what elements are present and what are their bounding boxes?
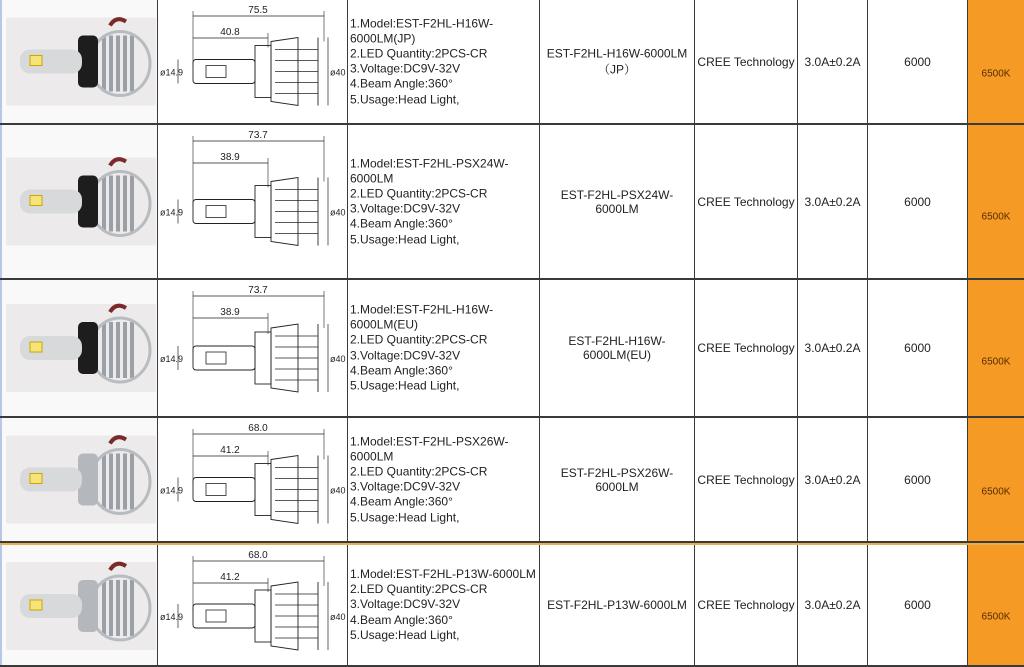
led-headlight-bulb-photo: [2, 125, 158, 278]
dia-left-label: ø14.9: [160, 612, 184, 622]
lumens-cell: [868, 125, 968, 278]
spec-line: 4.Beam Angle:360°: [350, 363, 453, 378]
spec-line: 6000LM(JP): [350, 31, 416, 46]
current-value: 3.0A±0.2A: [804, 341, 861, 355]
led-headlight-bulb-photo: [2, 418, 158, 541]
lumens-cell: [868, 280, 968, 416]
spec-list: [350, 302, 537, 393]
spec-line: 1.Model:EST-F2HL-PSX26W-: [350, 433, 509, 448]
spec-cell: [348, 0, 540, 123]
dim-total-label: 73.7: [248, 285, 268, 296]
current-cell: [798, 280, 868, 416]
outline-neck: [193, 200, 255, 224]
spec-line: 1.Model:EST-F2HL-H16W-: [350, 15, 494, 30]
led-chip: [30, 56, 42, 66]
dia-left-label: ø14.9: [160, 354, 184, 364]
heatsink-fin: [109, 36, 113, 92]
heatsink-fin: [130, 36, 134, 92]
technology-cell: [695, 125, 798, 278]
technology-cell: [695, 545, 798, 665]
model-name: EST-F2HL-H16W- 6000LM(EU): [568, 334, 666, 362]
spec-line: 3.Voltage:DC9V-32V: [350, 597, 461, 612]
technology-value: CREE Technology: [697, 194, 795, 209]
led-headlight-bulb-photo: [2, 0, 158, 123]
spec-line: 5.Usage:Head Light,: [350, 231, 460, 246]
spec-cell: [348, 125, 540, 278]
heatsink-fin: [123, 454, 127, 510]
dim-total-label: 75.5: [248, 5, 268, 16]
heatsink-fin: [123, 580, 127, 636]
lumens-value: 6000: [904, 472, 931, 487]
heatsink-fin: [102, 454, 106, 510]
spec-line: 1.Model:EST-F2HL-H16W-: [350, 302, 494, 317]
bulb-dimension-drawing: [158, 418, 347, 541]
heatsink-fin: [116, 176, 120, 232]
spec-list: [350, 567, 537, 643]
outline-base: [255, 46, 271, 98]
color-temp-cell: [968, 545, 1024, 665]
spec-line: 5.Usage:Head Light,: [350, 91, 460, 106]
bulb-body: [20, 468, 82, 492]
product-photo-cell: [0, 125, 158, 278]
heatsink-fin: [123, 176, 127, 232]
lumens-value: 6000: [904, 54, 931, 69]
bulb-body: [20, 50, 82, 74]
table-row: [0, 543, 1024, 667]
heatsink-fin: [116, 36, 120, 92]
color-temp-value: 6500K: [981, 356, 1011, 368]
color-temp-cell: [968, 125, 1024, 278]
heatsink-fin: [102, 580, 106, 636]
heatsink-fin: [109, 176, 113, 232]
product-photo-cell: [0, 0, 158, 123]
current-value: 3.0A±0.2A: [804, 54, 861, 69]
dim-body-label: 41.2: [220, 445, 240, 456]
dimension-drawing-cell: [158, 0, 348, 123]
heatsink-fin: [130, 454, 134, 510]
outline-neck: [193, 604, 255, 628]
spec-line: 4.Beam Angle:360°: [350, 494, 453, 509]
led-chip: [30, 474, 42, 484]
dim-body-label: 40.8: [220, 27, 240, 38]
spec-list: [350, 16, 537, 107]
spec-line: 5.Usage:Head Light,: [350, 627, 460, 642]
spec-line: 6000LM(EU): [350, 317, 419, 332]
color-temp-cell: [968, 0, 1024, 123]
spec-line: 4.Beam Angle:360°: [350, 76, 453, 91]
technology-cell: [695, 0, 798, 123]
model-name: EST-F2HL-P13W-6000LM: [547, 598, 687, 612]
product-photo-cell: [0, 418, 158, 541]
heatsink-fin: [130, 322, 134, 378]
spec-cell: [348, 280, 540, 416]
led-headlight-bulb-photo: [2, 545, 158, 665]
outline-base: [255, 590, 271, 642]
lumens-cell: [868, 418, 968, 541]
heatsink-fin: [102, 322, 106, 378]
spec-line: 2.LED Quantity:2PCS-CR: [350, 464, 488, 479]
technology-value: CREE Technology: [697, 472, 795, 487]
lumens-value: 6000: [904, 194, 931, 209]
color-temp-value: 6500K: [981, 486, 1011, 498]
dimension-drawing-cell: [158, 545, 348, 665]
dim-body-label: 38.9: [220, 307, 240, 318]
dia-right-label: ø40: [330, 612, 346, 622]
heatsink-fin: [116, 454, 120, 510]
led-chip: [30, 342, 42, 352]
dia-left-label: ø14.9: [160, 207, 184, 218]
heatsink-fin: [109, 322, 113, 378]
bulb-body: [20, 594, 82, 618]
dia-left-label: ø14.9: [160, 67, 184, 78]
bulb-dimension-drawing: [158, 280, 347, 416]
dia-right-label: ø40: [330, 354, 346, 364]
model-name: EST-F2HL-PSX24W-6000LM: [560, 187, 674, 216]
product-photo-cell: [0, 545, 158, 665]
spec-cell: [348, 418, 540, 541]
spec-line: 2.LED Quantity:2PCS-CR: [350, 582, 488, 597]
bulb-body: [20, 336, 82, 360]
current-value: 3.0A±0.2A: [804, 472, 861, 487]
heatsink-fin: [123, 322, 127, 378]
outline-chip: [206, 610, 226, 622]
spec-line: 5.Usage:Head Light,: [350, 509, 460, 524]
spec-line: 4.Beam Angle:360°: [350, 612, 453, 627]
spec-line: 3.Voltage:DC9V-32V: [350, 479, 461, 494]
spec-list: [350, 434, 537, 525]
model-cell: [540, 0, 695, 123]
spec-line: 3.Voltage:DC9V-32V: [350, 201, 461, 216]
spec-line: 1.Model:EST-F2HL-P13W-6000LM: [350, 566, 536, 581]
dimension-drawing-cell: [158, 418, 348, 541]
color-temp-value: 6500K: [981, 611, 1011, 623]
lumens-value: 6000: [904, 341, 931, 355]
table-row: [0, 125, 1024, 280]
dia-right-label: ø40: [330, 207, 346, 218]
technology-value: CREE Technology: [697, 598, 795, 612]
outline-neck: [193, 478, 255, 502]
dimension-drawing-cell: [158, 280, 348, 416]
outline-chip: [206, 206, 226, 218]
heatsink-fin: [109, 454, 113, 510]
outline-chip: [206, 66, 226, 78]
lumens-cell: [868, 545, 968, 665]
heatsink-fin: [116, 580, 120, 636]
heatsink-fin: [102, 36, 106, 92]
spec-line: 3.Voltage:DC9V-32V: [350, 61, 461, 76]
model-cell: [540, 125, 695, 278]
spec-line: 6000LM: [350, 171, 394, 186]
lumens-value: 6000: [904, 598, 931, 612]
technology-value: CREE Technology: [697, 341, 795, 355]
bulb-dimension-drawing: [158, 545, 347, 665]
dia-right-label: ø40: [330, 67, 346, 78]
spec-line: 3.Voltage:DC9V-32V: [350, 348, 461, 362]
current-cell: [798, 125, 868, 278]
spec-line: 5.Usage:Head Light,: [350, 378, 460, 393]
dia-right-label: ø40: [330, 485, 346, 496]
outline-base: [255, 464, 271, 516]
heatsink-fin: [130, 580, 134, 636]
product-photo-cell: [0, 280, 158, 416]
current-cell: [798, 545, 868, 665]
bulb-dimension-drawing: [158, 125, 347, 278]
heatsink-fin: [123, 36, 127, 92]
heatsink-fin: [130, 176, 134, 232]
led-chip: [30, 600, 42, 610]
dia-left-label: ø14.9: [160, 485, 184, 496]
current-value: 3.0A±0.2A: [804, 194, 861, 209]
model-cell: [540, 418, 695, 541]
outline-chip: [206, 352, 226, 364]
model-cell: [540, 280, 695, 416]
dim-total-label: 68.0: [248, 550, 268, 561]
model-name: EST-F2HL-PSX26W-6000LM: [560, 465, 674, 494]
led-chip: [30, 196, 42, 206]
outline-chip: [206, 484, 226, 496]
color-temp-cell: [968, 418, 1024, 541]
color-temp-value: 6500K: [981, 68, 1011, 80]
spec-line: 2.LED Quantity:2PCS-CR: [350, 332, 488, 347]
spec-list: [350, 156, 537, 247]
outline-base: [255, 186, 271, 238]
outline-neck: [193, 60, 255, 84]
table-row: [0, 280, 1024, 418]
table-row: [0, 418, 1024, 543]
spec-line: 6000LM: [350, 449, 394, 464]
led-headlight-bulb-photo: [2, 280, 158, 416]
color-temp-cell: [968, 280, 1024, 416]
dim-body-label: 41.2: [220, 572, 240, 583]
spec-line: 4.Beam Angle:360°: [350, 216, 453, 231]
technology-cell: [695, 418, 798, 541]
current-value: 3.0A±0.2A: [804, 598, 861, 612]
spec-line: 1.Model:EST-F2HL-PSX24W-: [350, 155, 509, 170]
model-name: EST-F2HL-H16W-6000LM （JP）: [546, 46, 688, 76]
spec-line: 2.LED Quantity:2PCS-CR: [350, 186, 488, 201]
color-temp-value: 6500K: [981, 211, 1011, 223]
dim-body-label: 38.9: [220, 152, 240, 163]
spec-line: 2.LED Quantity:2PCS-CR: [350, 46, 488, 61]
model-cell: [540, 545, 695, 665]
current-cell: [798, 0, 868, 123]
dimension-drawing-cell: [158, 125, 348, 278]
heatsink-fin: [116, 322, 120, 378]
dim-total-label: 68.0: [248, 423, 268, 434]
outline-base: [255, 332, 271, 384]
technology-value: CREE Technology: [697, 54, 795, 69]
bulb-dimension-drawing: [158, 0, 347, 123]
spec-cell: [348, 545, 540, 665]
bulb-body: [20, 190, 82, 214]
table-row: [0, 0, 1024, 125]
outline-neck: [193, 346, 255, 370]
current-cell: [798, 418, 868, 541]
dim-total-label: 73.7: [248, 130, 268, 141]
heatsink-fin: [109, 580, 113, 636]
heatsink-fin: [102, 176, 106, 232]
lumens-cell: [868, 0, 968, 123]
technology-cell: [695, 280, 798, 416]
